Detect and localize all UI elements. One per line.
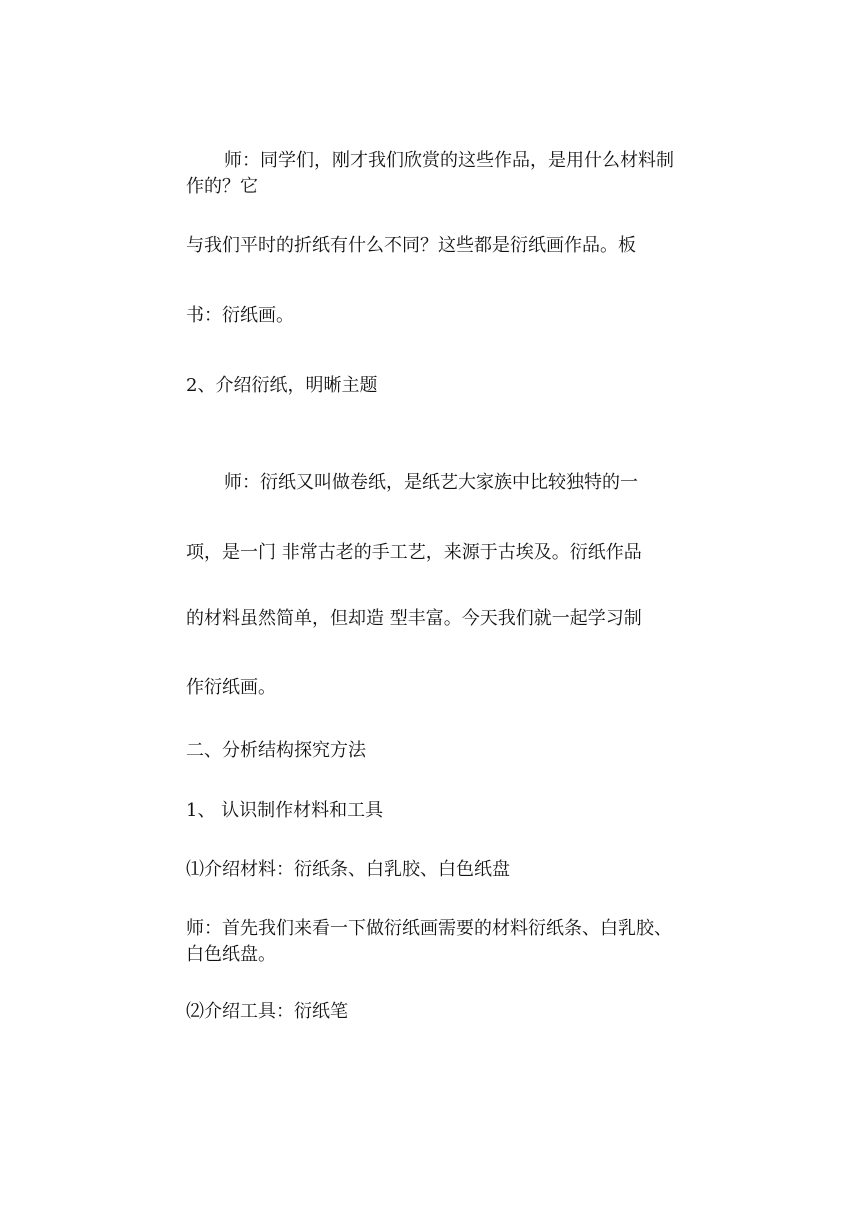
paragraph-quilling-intro-line3: 的材料虽然简单，但却造 型丰富。今天我们就一起学习制: [186, 608, 642, 629]
paragraph-blackboard-note: 书：衍纸画。: [186, 305, 294, 326]
paragraph-quilling-intro: 师：衍纸又叫做卷纸，是纸艺大家族中比较独特的一: [224, 472, 638, 493]
paragraph-materials-explanation: 师：首先我们来看一下做衍纸画需要的材料衍纸条、白乳胶、白色纸盘。: [186, 918, 672, 965]
paragraph-teacher-question: 师：同学们，刚才我们欣赏的这些作品，是用什么材料制作的？它: [186, 150, 674, 197]
paragraph-teacher-question-cont: 与我们平时的折纸有什么不同？这些都是衍纸画作品。板: [186, 235, 636, 256]
section-heading-2: 2、介绍衍纸，明晰主题: [186, 375, 378, 396]
item-tools: ⑵介绍工具：衍纸笔: [186, 1001, 348, 1022]
item-materials: ⑴介绍材料：衍纸条、白乳胶、白色纸盘: [186, 859, 510, 880]
section-heading-analysis: 二、分析结构探究方法: [186, 740, 366, 761]
subsection-heading-materials-tools: 1、 认识制作材料和工具: [186, 800, 384, 821]
paragraph-quilling-intro-line2: 项，是一门 非常古老的手工艺，来源于古埃及。衍纸作品: [186, 542, 642, 563]
paragraph-quilling-intro-line4: 作衍纸画。: [186, 677, 276, 698]
